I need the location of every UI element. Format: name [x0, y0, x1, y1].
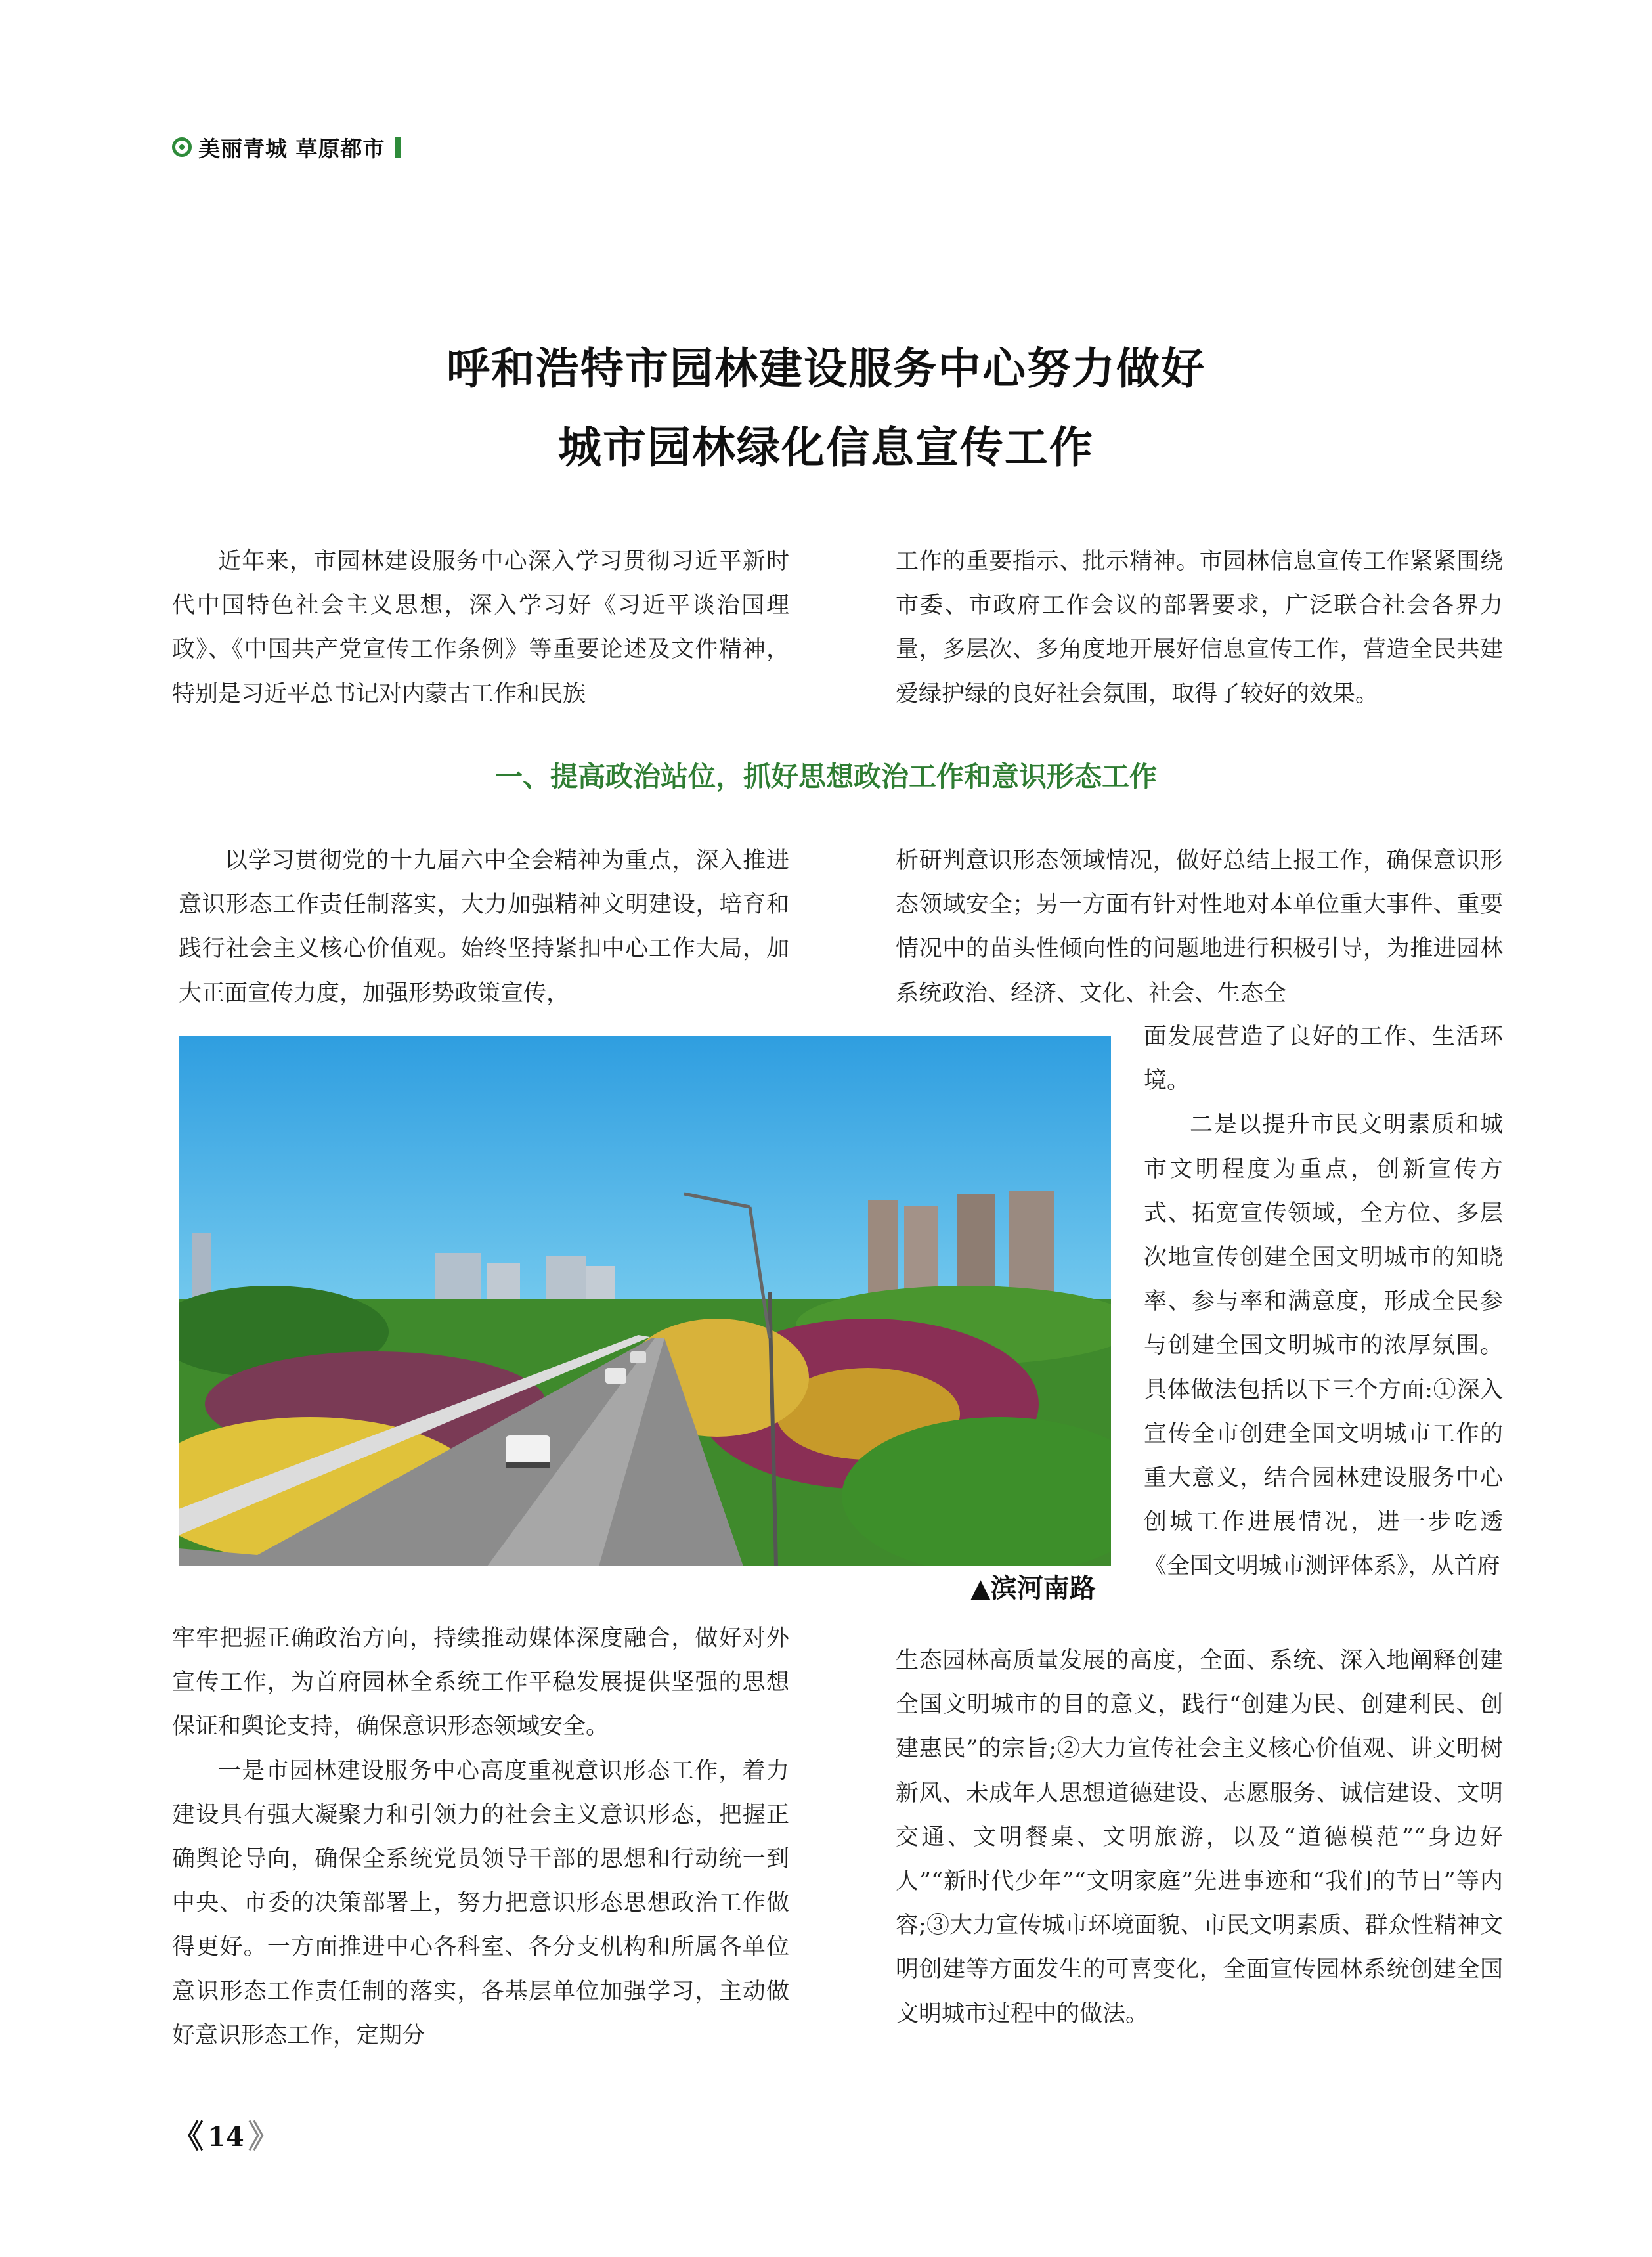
section-header: [172, 133, 401, 162]
body-left-upper: [179, 839, 789, 1016]
body-right-upper: [896, 839, 1503, 1016]
paragraph-right-upper: 析研判意识形态领域情况，做好总结上报工作，确保意识形态领域安全；另一方面有针对性地对本单位重大事件、重要情况中的苗头性倾向性的问题地进行积极引导，为推进园林系统政治、经济、文化、社会、生态全: [896, 848, 1503, 1007]
chevron-right-icon: 》: [248, 2118, 280, 2155]
paragraph-right-narrow-cont: 面发展营造了良好的工作、生活环境。: [1144, 1024, 1503, 1095]
section-label: 美丽青城 草原都市: [198, 135, 385, 162]
body-right-lower: [896, 1639, 1503, 2036]
paragraph-left-lower: 一是市园林建设服务中心高度重视意识形态工作，着力建设具有强大凝聚力和引领力的社会主义意识形态，把握正确舆论导向，确保全系统党员领导干部的思想和行动统一到中央、市委的决策部署上，努力把意识形态思想政治工作做得更好。一方面推进中心各科室、各分支机构和所属各单位意识形态工作责任制的落实，各基层单位加强学习，主动做好意识形态工作，定期分: [172, 1757, 789, 2049]
section1-heading: 一、提高政治站位，抓好思想政治工作和意识形态工作: [494, 760, 1157, 793]
riverside-road-photo: [179, 1036, 1111, 1566]
intro-paragraph-right: 工作的重要指示、批示精神。市园林信息宣传工作紧紧围绕市委、市政府工作会议的部署要求，广泛联合社会各界力量，多层次、多角度地开展好信息宣传工作，营造全民共建爱绿护绿的良好社会氛围，取得了较好的效果。: [896, 548, 1503, 707]
header-bar-icon: [395, 137, 401, 158]
paragraph-left-lower-cont: 牢牢把握正确政治方向，持续推动媒体深度融合，做好对外宣传工作，为首府园林全系统工作平稳发展提供坚强的思想保证和舆论支持，确保意识形态领域安全。: [172, 1625, 789, 1740]
photo-caption: ▲滨河南路: [970, 1573, 1096, 1604]
intro-left-column: [172, 540, 789, 716]
article-title-line1: 呼和浩特市园林建设服务中心努力做好: [446, 343, 1206, 394]
body-right-narrow: [1144, 1015, 1503, 1589]
paragraph-right-narrow: 二是以提升市民文明素质和城市文明程度为重点，创新宣传方式、拓宽宣传领域，全方位、多层次地宣传创建全国文明城市的知晓率、参与率和满意度，形成全民参与创建全国文明城市的浓厚氛围。具体做法包括以下三个方面:①深入宣传全市创建全国文明城市工作的重大意义，结合园林建设服务中心创城工作进展情况，进一步吃透《全国文明城市测评体系》，从首府: [1144, 1112, 1503, 1580]
intro-right-column: [896, 540, 1503, 716]
circle-logo-icon: [172, 137, 192, 157]
page-number-value: 14: [207, 2121, 244, 2153]
body-left-lower: [172, 1617, 789, 2058]
paragraph-right-lower: 生态园林高质量发展的高度，全面、系统、深入地阐释创建全国文明城市的目的意义，践行“创建为民、创建利民、创建惠民”的宗旨;②大力宣传社会主义核心价值观、讲文明树新风、未成年人思想道德建设、志愿服务、诚信建设、文明交通、文明餐桌、文明旅游，以及“道德模范”“身边好人”“新时代少年”“文明家庭”先进事迹和“我们的节日”等内容;③大力宣传城市环境面貌、市民文明素质、群众性精神文明创建等方面发生的可喜变化，全面宣传园林系统创建全国文明城市过程中的做法。: [896, 1648, 1503, 2027]
article-title-line2: 城市园林绿化信息宣传工作: [558, 422, 1094, 473]
street-scene-illustration: [179, 1036, 1111, 1566]
paragraph-left-upper: 以学习贯彻党的十九届六中全会精神为重点，深入推进意识形态工作责任制落实，大力加强精神文明建设，培育和践行社会主义核心价值观。始终坚持紧扣中心工作大局，加大正面宣传力度，加强形势政策宣传，: [179, 848, 789, 1007]
intro-paragraph-left: 近年来，市园林建设服务中心深入学习贯彻习近平新时代中国特色社会主义思想，深入学习好《习近平谈治国理政》、《中国共产党宣传工作条例》等重要论述及文件精神，特别是习近平总书记对内蒙古工作和民族: [172, 548, 789, 707]
chevron-left-icon: 《: [172, 2118, 204, 2155]
page-number: [172, 2118, 280, 2155]
